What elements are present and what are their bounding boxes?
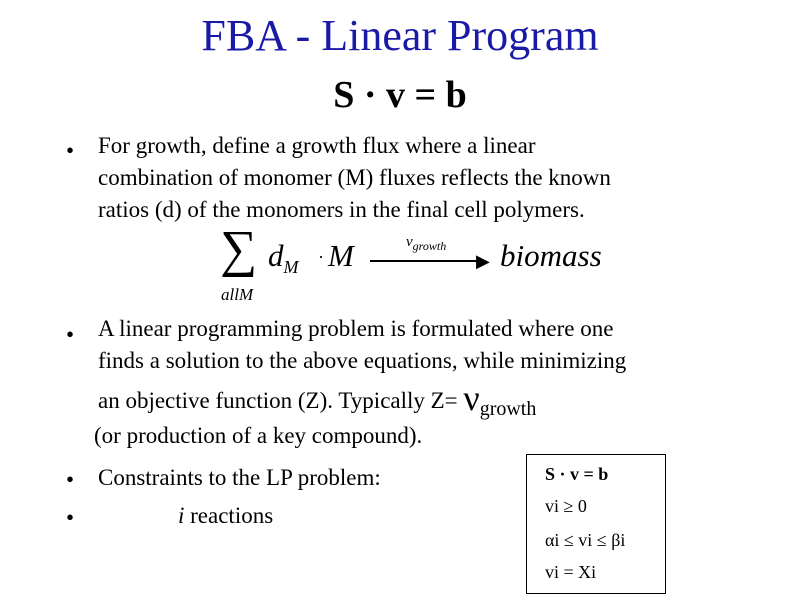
d-subscript: M xyxy=(283,257,299,278)
text-line xyxy=(98,378,626,420)
slide-title: FBA - Linear Program xyxy=(201,11,599,60)
nu-subscript: growth xyxy=(479,398,537,420)
arrow-label: $v_{growth}$ xyxy=(406,234,447,253)
reaction-arrow-head: ▶ xyxy=(476,251,490,271)
slide-subtitle-equation: S · v = b xyxy=(333,74,467,116)
i-symbol: i xyxy=(178,503,185,528)
bullet-lp-text xyxy=(94,313,627,452)
nu-symbol: ν xyxy=(463,378,480,418)
text-line: For growth, define a growth flux where a linear xyxy=(98,133,536,158)
objective-text: an objective function (Z). Typically Z= xyxy=(98,388,464,413)
reactions-text: reactions xyxy=(184,503,274,528)
d-symbol: d xyxy=(268,238,284,273)
m-term: M xyxy=(328,238,354,273)
constraint-measured: vi = Xi xyxy=(545,562,597,582)
multiply-dot: · xyxy=(318,247,324,267)
constraint-nonnegative: vi ≥ 0 xyxy=(545,496,587,516)
text-line: ratios (d) of the monomers in the final cell polymers. xyxy=(98,197,585,222)
text-line: finds a solution to the above equations, while minimizing xyxy=(98,348,627,373)
biomass-product: biomass xyxy=(500,238,602,273)
constraint-bounds: αi ≤ vi ≤ βi xyxy=(545,530,626,550)
d-term xyxy=(268,238,299,278)
reaction-arrow-line xyxy=(370,260,482,262)
bullet-constraints-text: Constraints to the LP problem: xyxy=(98,465,381,490)
constraints-box xyxy=(526,454,666,594)
bullet-marker: • xyxy=(66,322,75,347)
sum-subscript: allM xyxy=(221,285,254,304)
bullet-reactions-text xyxy=(178,500,273,532)
bullet-growth-text xyxy=(98,130,611,226)
bullet-marker: • xyxy=(66,467,75,492)
bullet-marker: • xyxy=(66,138,75,163)
sum-symbol: ∑ xyxy=(220,221,258,278)
text-line: combination of monomer (M) fluxes reflects the known xyxy=(98,165,611,190)
bullet-marker: • xyxy=(66,505,75,530)
text-line: A linear programming problem is formulated where one xyxy=(98,316,614,341)
text-line: (or production of a key compound). xyxy=(94,423,423,448)
constraint-stoichiometry: S · v = b xyxy=(545,464,609,484)
